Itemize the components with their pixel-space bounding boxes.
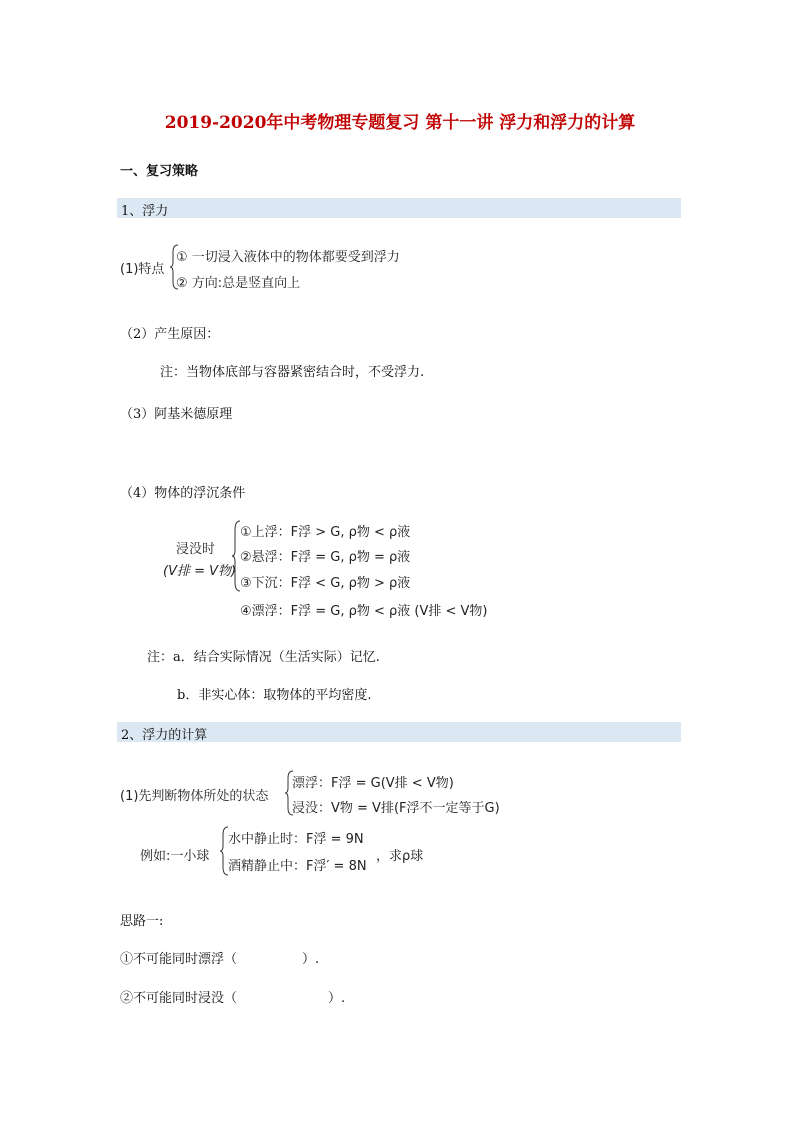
- condition-float: ④漂浮：F浮 = G, ρ物 < ρ液 (V排 < V物): [240, 604, 488, 619]
- note-a: 注：a．结合实际情况（生活实际）记忆.: [147, 650, 380, 665]
- section-heading-review: 一、复习策略: [120, 164, 199, 179]
- example-label: 例如:一小球: [140, 849, 210, 864]
- condition-sink: ③下沉：F浮 < G, ρ物 > ρ液: [240, 576, 411, 591]
- thinking-line-2: ②不可能同时浸没（ ）.: [120, 991, 346, 1006]
- calc-label: (1)先判断物体所处的状态: [120, 789, 269, 804]
- calc-float: 漂浮：F浮 = G(V排 < V物): [292, 776, 454, 791]
- section-band-buoyancy: [117, 198, 681, 218]
- calc-immerse: 浸没：V物 = V排(F浮不一定等于G): [292, 801, 500, 816]
- cause-note: 注：当物体底部与容器紧密结合时，不受浮力.: [160, 365, 425, 380]
- section-band-calculation: [117, 722, 681, 742]
- conditions-label: （4）物体的浮沉条件: [120, 486, 246, 501]
- example-ask: ，求ρ球: [376, 849, 424, 864]
- band-label: 1、浮力: [121, 204, 169, 219]
- feature-line-1: ① 一切浸入液体中的物体都要受到浮力: [176, 250, 400, 265]
- condition-suspend: ②悬浮：F浮 = G, ρ物 = ρ液: [240, 550, 411, 565]
- condition-rise: ①上浮：F浮 > G, ρ物 < ρ液: [240, 525, 411, 540]
- features-label: (1)特点: [120, 262, 165, 277]
- immersed-condition: (V排 = V物): [163, 564, 237, 579]
- thinking-line-1: ①不可能同时漂浮（ ）.: [120, 952, 320, 967]
- thinking-label: 思路一:: [120, 914, 164, 929]
- band-label: 2、浮力的计算: [121, 728, 208, 743]
- note-b: b．非实心体：取物体的平均密度.: [177, 688, 372, 703]
- example-alcohol: 酒精静止中：F浮′ = 8N: [228, 859, 367, 874]
- feature-line-2: ② 方向:总是竖直向上: [176, 276, 301, 291]
- example-water: 水中静止时：F浮 = 9N: [228, 832, 364, 847]
- page-title: 2019-2020年中考物理专题复习 第十一讲 浮力和浮力的计算: [164, 113, 636, 133]
- cause-label: （2）产生原因：: [120, 327, 220, 342]
- archimedes-label: （3）阿基米德原理: [120, 407, 233, 422]
- immersed-label: 浸没时: [176, 542, 216, 557]
